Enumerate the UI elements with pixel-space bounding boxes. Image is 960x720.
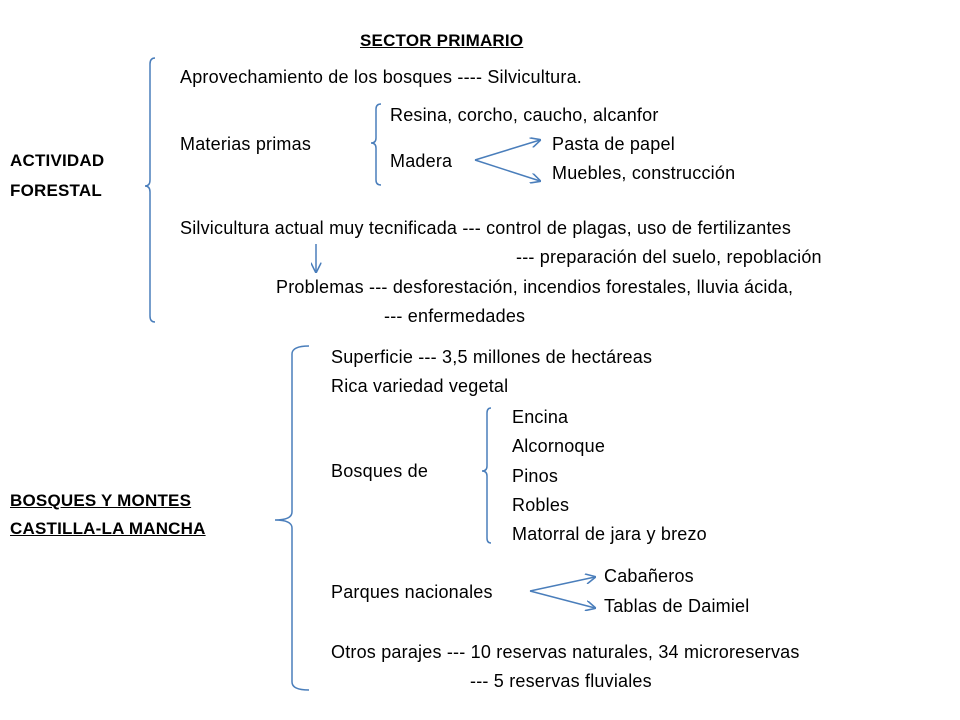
- aprovechamiento-text: Aprovechamiento de los bosques ---- Silvicultura.: [180, 67, 582, 87]
- forestal-label-line2: FORESTAL: [10, 181, 102, 200]
- materias-primas-text: Materias primas: [180, 134, 312, 154]
- madera-arrows: [475, 140, 540, 181]
- pasta-text: Pasta de papel: [552, 134, 675, 154]
- bosques-de-text: Bosques de: [331, 461, 429, 481]
- forestal-brace: [145, 58, 155, 322]
- silvicultura-line1: Silvicultura actual muy tecnificada --- control de plagas, uso de fertilizantes: [180, 218, 792, 238]
- resina-text: Resina, corcho, caucho, alcanfor: [390, 105, 659, 125]
- muebles-text: Muebles, construcción: [552, 163, 736, 183]
- forestal-label-line1: ACTIVIDAD: [10, 151, 105, 170]
- otros-parajes-line2: --- 5 reservas fluviales: [470, 671, 652, 691]
- castilla-brace: [275, 346, 309, 690]
- bosque-item: Robles: [512, 495, 570, 515]
- parques-label: Parques nacionales: [331, 582, 493, 602]
- superficie-text: Superficie --- 3,5 millones de hectáreas: [331, 347, 653, 367]
- silvicultura-line2: --- preparación del suelo, repoblación: [516, 247, 822, 267]
- problemas-line2: --- enfermedades: [384, 306, 526, 326]
- bosque-item: Matorral de jara y brezo: [512, 524, 707, 544]
- bosque-item: Alcornoque: [512, 436, 606, 456]
- otros-parajes-line1: Otros parajes --- 10 reservas naturales, 34 microreservas: [331, 642, 800, 662]
- parque-item: Cabañeros: [604, 566, 694, 586]
- castilla-label-line1: BOSQUES Y MONTES: [10, 491, 192, 510]
- bosques-brace: [482, 408, 491, 543]
- parque-item: Tablas de Daimiel: [604, 596, 750, 616]
- materias-brace: [371, 104, 381, 185]
- castilla-label-line2: CASTILLA-LA MANCHA: [10, 519, 206, 538]
- madera-text: Madera: [390, 151, 453, 171]
- page-title: SECTOR PRIMARIO: [360, 31, 524, 50]
- problemas-line1: Problemas --- desforestación, incendios forestales, lluvia ácida,: [276, 277, 794, 297]
- parques-arrows: [530, 577, 595, 608]
- bosque-item: Encina: [512, 407, 569, 427]
- bosque-item: Pinos: [512, 466, 559, 486]
- rica-variedad-text: Rica variedad vegetal: [331, 376, 509, 396]
